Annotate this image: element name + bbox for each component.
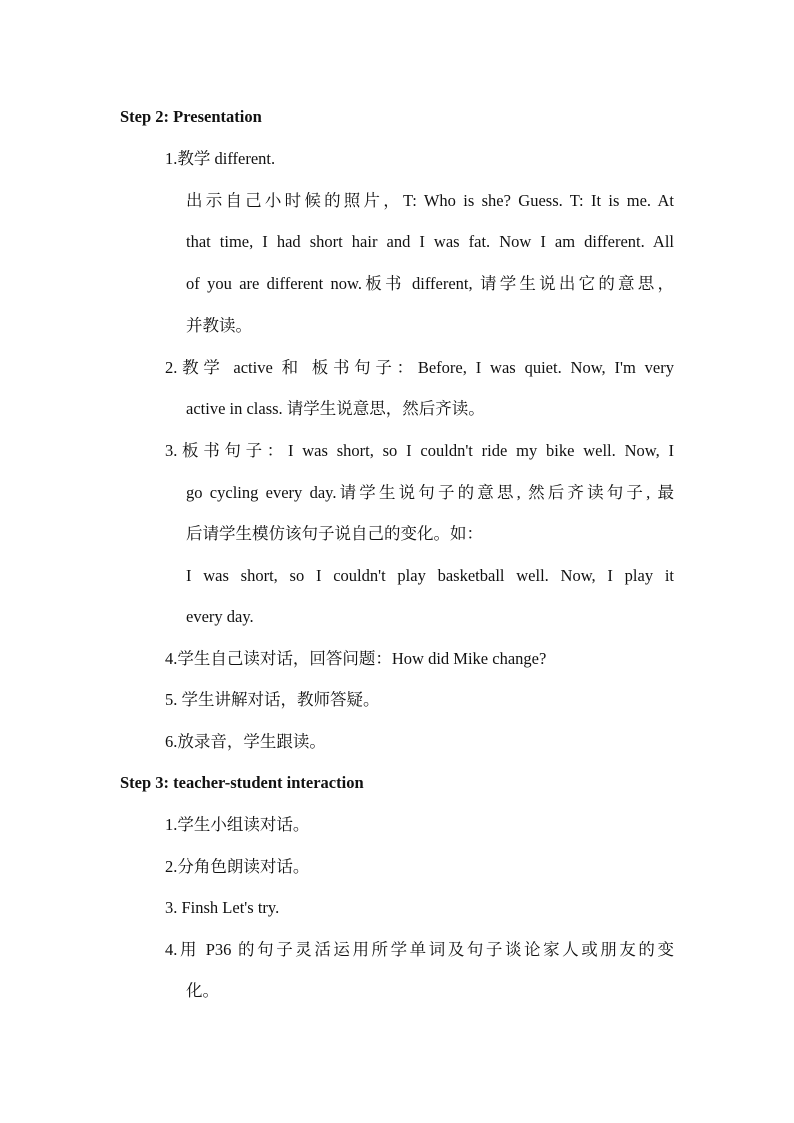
step3-item3: 3. Finsh Let's try.	[165, 898, 280, 917]
step2-item6: 6.放录音，学生跟读。	[165, 732, 326, 751]
step2-item1-line1: 出示自己小时候的照片，T: Who is she? Guess. T: It is me. At	[186, 191, 674, 210]
step2-item2-line1: 2.教学 active 和 板书句子：Before, I was quiet. Now, I'm very	[165, 358, 674, 377]
step2-item5: 5. 学生讲解对话，教师答疑。	[165, 690, 380, 709]
step3-item4-line2: 化。	[186, 981, 219, 1000]
step2-item3-line1: 3.板书句子：I was short, so I couldn't ride my bike well. Now, I	[165, 441, 674, 460]
step2-heading: Step 2: Presentation	[120, 107, 262, 126]
step2-item2-line2: active in class. 请学生说意思，然后齐读。	[186, 399, 485, 418]
step3-item4-line1: 4.用 P36 的句子灵活运用所学单词及句子谈论家人或朋友的变	[165, 940, 674, 959]
step2-item4: 4.学生自己读对话，回答问题：How did Mike change?	[165, 649, 547, 668]
step2-item1-line3: of you are different now.板书 different, 请学生说出它的意思，	[186, 274, 674, 293]
step2-item1-line4: 并教读。	[186, 316, 252, 335]
step2-item1-line2: that time, I had short hair and I was fat. Now I am different. All	[186, 232, 674, 251]
step2-item3-line2: go cycling every day.请学生说句子的意思, 然后齐读句子, 最	[186, 483, 674, 502]
step2-item3-line5: every day.	[186, 607, 254, 626]
step2-item3-line3: 后请学生模仿该句子说自己的变化。如：	[186, 524, 483, 543]
step2-item3-line4: I was short, so I couldn't play basketball well. Now, I play it	[186, 566, 674, 585]
step3-item2: 2.分角色朗读对话。	[165, 857, 310, 876]
step3-item1: 1.学生小组读对话。	[165, 815, 310, 834]
step3-heading: Step 3: teacher-student interaction	[120, 773, 364, 792]
step2-item1-title: 1.教学 different.	[165, 149, 276, 168]
